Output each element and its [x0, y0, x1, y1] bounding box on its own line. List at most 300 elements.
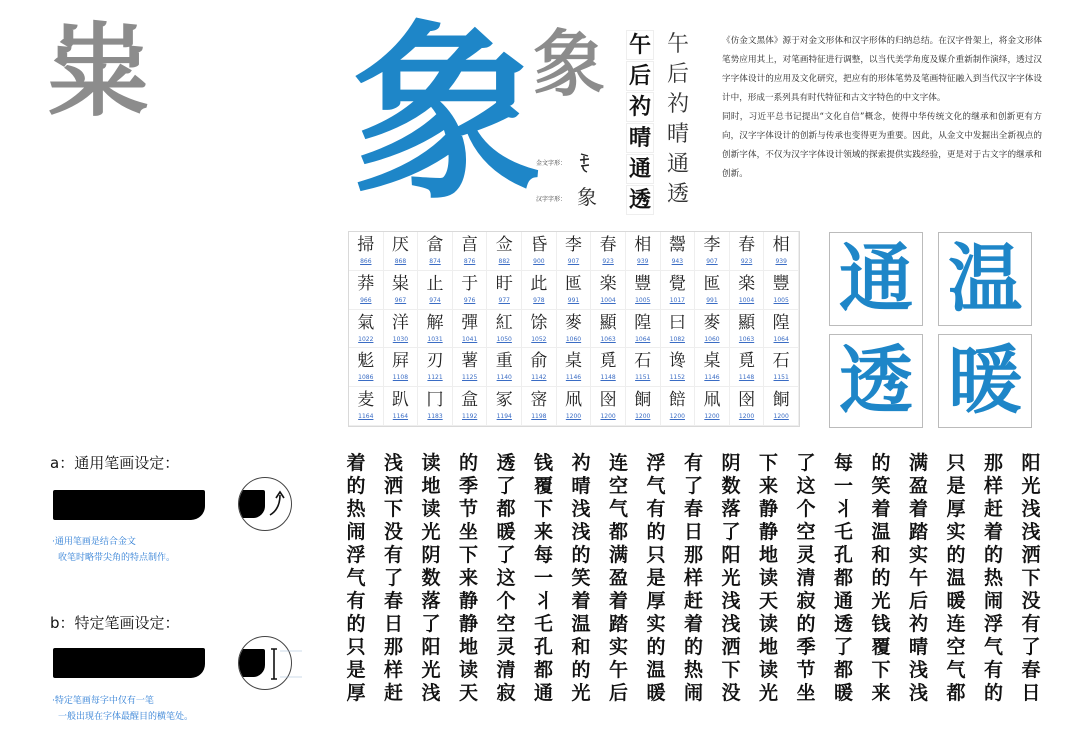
text-column	[788, 452, 824, 705]
text-column	[901, 452, 937, 705]
glyph-table-number[interactable]: 923	[740, 258, 753, 265]
glyph-table-glyph: 麦	[357, 390, 375, 411]
text-char: 着	[908, 498, 928, 520]
text-char: 暖	[833, 682, 853, 704]
glyph-table-cell	[522, 310, 557, 349]
text-char: 静	[758, 521, 778, 543]
glyph-table-cell	[349, 232, 384, 271]
text-char: 浮	[983, 613, 1003, 635]
glyph-table-number[interactable]: 1050	[496, 335, 512, 343]
glyph-table-number[interactable]: 1198	[531, 413, 547, 421]
text-char: 孔	[533, 636, 553, 658]
glyph-table-number[interactable]: 1063	[600, 335, 616, 343]
glyph-table-cell	[730, 232, 765, 271]
glyph-table-cell	[591, 271, 626, 310]
text-char: 实	[608, 636, 628, 658]
text-char: 只	[346, 636, 366, 658]
glyph-table-glyph: 佥	[495, 235, 513, 255]
glyph-table-glyph: 重	[495, 351, 513, 372]
text-char: 来	[458, 567, 478, 589]
glyph-table-cell	[695, 271, 730, 310]
light-char: 后	[666, 62, 689, 87]
glyph-table-glyph: 豐	[772, 273, 790, 294]
text-char: 是	[946, 475, 966, 497]
text-char: 光	[571, 682, 591, 704]
glyph-table-number[interactable]: 1082	[669, 335, 685, 343]
glyph-table-glyph: 冂	[426, 390, 444, 411]
glyph-table-number[interactable]: 1142	[531, 374, 547, 382]
glyph-table-number[interactable]: 1148	[600, 374, 616, 382]
glyph-table-number[interactable]: 882	[498, 258, 510, 265]
text-char: 那	[383, 636, 403, 658]
text-char: 光	[421, 659, 441, 681]
text-char: 寂	[796, 590, 816, 612]
glyph-table-cell	[557, 348, 592, 387]
text-char: 空	[946, 636, 966, 658]
glyph-table-number[interactable]: 1004	[600, 296, 616, 304]
text-char: 了	[421, 613, 441, 635]
text-char: 和	[871, 544, 891, 566]
stroke-b-note: ·特定笔画每字中仅有一笔	[52, 696, 154, 706]
text-char: 透	[496, 452, 516, 474]
text-char: 都	[946, 682, 966, 704]
glyph-table-glyph: 谗	[668, 351, 686, 372]
glyph-table-glyph: 宻	[530, 390, 548, 411]
stroke-a-sample	[53, 490, 205, 520]
bold-char: 后	[626, 61, 654, 91]
text-char: 下	[1021, 567, 1041, 589]
glyph-table-glyph: 薯	[461, 351, 479, 372]
text-char: 笑	[571, 567, 591, 589]
glyph-table-cell	[591, 232, 626, 271]
text-char: 通	[833, 590, 853, 612]
text-char: 了	[683, 475, 703, 497]
text-column	[413, 452, 449, 705]
glyph-table-number[interactable]: 1121	[427, 374, 443, 382]
glyph-table-cell	[557, 387, 592, 426]
glyph-table-number[interactable]: 1022	[358, 335, 374, 343]
glyph-table-number[interactable]: 1060	[565, 335, 582, 343]
text-char: 实	[908, 544, 928, 566]
text-char: 的	[646, 521, 666, 543]
text-char: 阴	[721, 452, 741, 474]
glyph-table-glyph: 囹	[599, 390, 617, 411]
stroke-a-note: ·通用笔画是结合金文	[52, 537, 136, 547]
glyph-table-cell	[418, 387, 453, 426]
text-char: 是	[346, 659, 366, 681]
glyph-table-number[interactable]: 1200	[565, 413, 582, 421]
glyph-table-glyph: 餇	[634, 390, 652, 411]
text-char: 气	[608, 498, 628, 520]
glyph-table-number[interactable]: 1125	[462, 374, 478, 382]
text-char: 有	[346, 590, 366, 612]
text-char: 灵	[796, 544, 816, 566]
text-char: 闹	[683, 682, 703, 704]
glyph-table-glyph: 匜	[703, 273, 721, 294]
text-column	[751, 452, 787, 705]
glyph-table-cell	[522, 387, 557, 426]
glyph-table-number[interactable]: 1146	[565, 374, 582, 382]
glyph-table-number[interactable]: 1152	[669, 374, 685, 382]
glyph-table-number[interactable]: 991	[706, 296, 718, 304]
text-char: 着	[983, 521, 1003, 543]
glyph-table-number[interactable]: 1200	[635, 413, 651, 421]
text-char: 一	[833, 475, 853, 497]
glyph-table-number[interactable]: 939	[775, 258, 787, 265]
glyph-table-number[interactable]: 1004	[738, 296, 755, 304]
text-column	[526, 452, 562, 705]
text-char: 阴	[421, 544, 441, 566]
glyph-table-glyph: 李	[564, 235, 582, 255]
glyph-table-number[interactable]: 868	[394, 258, 407, 265]
glyph-table-cell	[730, 387, 765, 426]
text-char: 洒	[721, 636, 741, 658]
glyph-table-number[interactable]: 907	[567, 258, 580, 265]
text-column	[826, 452, 862, 705]
logo-glyph: 粜	[48, 13, 148, 130]
text-char: 温	[571, 613, 591, 635]
text-char: 连	[946, 613, 966, 635]
light-char: 礿	[666, 92, 689, 117]
text-char: 寂	[496, 682, 516, 704]
text-char: 浅	[571, 498, 591, 520]
glyph-table-number[interactable]: 876	[463, 258, 476, 265]
glyph-table-glyph: 桌	[564, 351, 582, 372]
glyph-table-number[interactable]: 943	[671, 258, 684, 265]
glyph-table-number[interactable]: 978	[533, 296, 545, 304]
text-column	[563, 452, 599, 705]
glyph-table-number[interactable]: 974	[429, 296, 441, 304]
glyph-table-glyph: 楽	[599, 273, 617, 294]
glyph-table-glyph: 隍	[772, 312, 790, 333]
glyph-table-glyph: 石	[634, 351, 652, 372]
text-char: 浅	[1021, 521, 1041, 543]
glyph-table-number[interactable]: 1164	[358, 413, 374, 421]
text-char: 气	[983, 636, 1003, 658]
glyph-table-number[interactable]: 1005	[773, 296, 789, 304]
glyph-table-cell	[453, 387, 488, 426]
text-char: 了	[383, 567, 403, 589]
text-char: 有	[646, 498, 666, 520]
text-char: 的	[346, 475, 366, 497]
text-char: 有	[383, 544, 403, 566]
glyph-table-number[interactable]: 977	[498, 296, 510, 304]
text-char: 阳	[1021, 452, 1041, 474]
glyph-table-glyph: 顯	[738, 312, 756, 333]
glyph-table-cell	[487, 387, 522, 426]
text-char: 礿	[908, 613, 928, 635]
glyph-tile: 通	[829, 232, 923, 326]
glyph-table-cell	[557, 271, 592, 310]
text-char: 赶	[983, 498, 1003, 520]
glyph-table-number[interactable]: 1063	[738, 335, 755, 343]
stroke-a-note: 收笔时略带尖角的特点制作。	[58, 553, 176, 563]
measure-icon	[270, 647, 304, 681]
glyph-table-number[interactable]: 874	[429, 258, 441, 265]
text-char: 阳	[421, 636, 441, 658]
text-column	[638, 452, 674, 705]
glyph-table-cell	[453, 310, 488, 349]
text-char: 了	[721, 521, 741, 543]
glyph-table-cell	[384, 387, 419, 426]
text-char: 赶	[383, 682, 403, 704]
text-char: 温	[946, 567, 966, 589]
glyph-table-glyph: 匜	[564, 273, 582, 294]
glyph-table-glyph: 麥	[703, 312, 721, 333]
text-char: 洒	[1021, 544, 1041, 566]
text-char: 这	[796, 475, 816, 497]
text-char: 气	[646, 475, 666, 497]
glyph-table-glyph: 解	[426, 312, 444, 333]
glyph-table-number[interactable]: 1086	[358, 374, 374, 382]
text-char: 乇	[833, 521, 853, 543]
glyph-table-cell	[764, 348, 799, 387]
text-char: 都	[833, 659, 853, 681]
text-char: 日	[1021, 682, 1041, 704]
glyph-table-number[interactable]: 966	[360, 296, 372, 304]
text-char: 了	[1021, 636, 1041, 658]
bold-char: 透	[626, 185, 654, 215]
glyph-table-cell	[661, 271, 696, 310]
glyph-table-cell	[730, 310, 765, 349]
text-char: 气	[346, 567, 366, 589]
glyph-table-number[interactable]: 1017	[669, 296, 685, 304]
text-char: 厚	[946, 498, 966, 520]
glyph-table-glyph: 刃	[426, 351, 444, 372]
glyph-table-number[interactable]: 923	[602, 258, 614, 265]
text-char: 静	[458, 613, 478, 635]
glyph-table-glyph: 莽	[357, 273, 375, 294]
glyph-table-cell	[730, 271, 765, 310]
glyph-table-cell	[557, 310, 592, 349]
glyph-table-cell	[522, 271, 557, 310]
glyph-table-glyph: 氣	[357, 312, 375, 333]
text-char: 没	[383, 521, 403, 543]
glyph-table-cell	[384, 271, 419, 310]
glyph-table-number[interactable]: 1052	[531, 335, 547, 343]
text-char: 静	[458, 590, 478, 612]
text-char: 天	[458, 682, 478, 704]
glyph-table-number[interactable]: 1041	[462, 335, 478, 343]
glyph-table-cell	[349, 387, 384, 426]
text-char: 覆	[533, 475, 553, 497]
glyph-table-cell	[453, 271, 488, 310]
glyph-table-glyph: 昏	[530, 235, 548, 255]
text-char: 读	[758, 567, 778, 589]
text-char: 着	[571, 590, 591, 612]
text-char: 下	[533, 498, 553, 520]
glyph-table-glyph: 洋	[391, 312, 409, 333]
text-char: 灵	[496, 636, 516, 658]
glyph-tile: 温	[938, 232, 1032, 326]
glyph-table-glyph: 畣	[426, 235, 444, 255]
light-char: 晴	[666, 122, 689, 147]
text-char: 空	[496, 613, 516, 635]
text-char: 落	[721, 498, 741, 520]
glyph-table-number[interactable]: 1200	[773, 413, 789, 421]
text-char: 来	[871, 682, 891, 704]
glyph-table-cell	[591, 310, 626, 349]
glyph-table-cell	[349, 348, 384, 387]
text-char: 浅	[383, 452, 403, 474]
glyph-table-cell	[764, 387, 799, 426]
glyph-table-number[interactable]: 1164	[392, 413, 409, 421]
text-char: 通	[533, 682, 553, 704]
text-char: 下	[871, 659, 891, 681]
text-char: 后	[608, 682, 628, 704]
glyph-table-cell	[384, 310, 419, 349]
bold-char: 礿	[626, 92, 654, 122]
glyph-table-number[interactable]: 907	[706, 258, 718, 265]
glyph-table-cell	[661, 310, 696, 349]
glyph-table-glyph: 春	[599, 235, 617, 255]
text-char: 丬	[533, 590, 553, 612]
text-char: 浅	[908, 659, 928, 681]
text-char: 下	[383, 498, 403, 520]
text-char: 浅	[908, 682, 928, 704]
glyph-table-number[interactable]: 1200	[704, 413, 720, 421]
glyph-table-glyph: 俞	[530, 351, 548, 372]
glyph-table-glyph: 桌	[703, 351, 721, 372]
text-char: 阳	[721, 544, 741, 566]
glyph-table-number[interactable]: 1031	[427, 335, 443, 343]
light-char: 通	[666, 152, 689, 177]
text-char: 浮	[346, 544, 366, 566]
bold-char-column	[626, 30, 654, 216]
glyph-table-glyph: 掃	[357, 235, 375, 255]
text-char: 光	[1021, 475, 1041, 497]
glyph-table-cell	[418, 271, 453, 310]
text-char: 那	[683, 544, 703, 566]
text-char: 的	[683, 636, 703, 658]
glyph-table-glyph: 趴	[391, 390, 409, 411]
text-char: 那	[983, 452, 1003, 474]
text-char: 丬	[833, 498, 853, 520]
glyph-table-number[interactable]: 1192	[462, 413, 478, 421]
text-char: 赶	[683, 590, 703, 612]
text-char: 浅	[571, 521, 591, 543]
glyph-table-number[interactable]: 1064	[635, 335, 651, 343]
text-char: 的	[983, 544, 1003, 566]
text-char: 浅	[421, 682, 441, 704]
glyph-table-number[interactable]: 1200	[600, 413, 616, 421]
glyph-table-number[interactable]: 1140	[496, 374, 512, 382]
glyph-table-glyph: 紅	[495, 312, 513, 333]
text-char: 踏	[608, 613, 628, 635]
text-char: 热	[683, 659, 703, 681]
bronze-form-label: 金文字形：	[536, 160, 567, 167]
text-char: 光	[721, 567, 741, 589]
text-char: 闹	[983, 590, 1003, 612]
text-char: 闹	[346, 521, 366, 543]
glyph-table-cell	[764, 232, 799, 271]
glyph-table-number[interactable]: 866	[360, 258, 372, 265]
glyph-table-glyph: 厌	[391, 235, 409, 255]
glyph-table-glyph: 覺	[668, 273, 686, 294]
text-char: 清	[796, 567, 816, 589]
text-char: 着	[346, 452, 366, 474]
text-char: 来	[758, 475, 778, 497]
glyph-table-number[interactable]: 1151	[635, 374, 651, 382]
glyph-table-number[interactable]: 1148	[738, 374, 755, 382]
text-char: 满	[608, 544, 628, 566]
glyph-tile: 暖	[938, 334, 1032, 428]
text-char: 空	[796, 521, 816, 543]
glyph-table-number[interactable]: 1108	[392, 374, 409, 382]
glyph-table-number[interactable]: 1060	[704, 335, 720, 343]
bronze-glyph-icon	[578, 152, 592, 174]
text-char: 了	[496, 475, 516, 497]
text-char: 地	[421, 475, 441, 497]
glyph-table-number[interactable]: 1200	[738, 413, 755, 421]
text-char: 都	[533, 659, 553, 681]
glyph-table-number[interactable]: 1064	[773, 335, 789, 343]
glyph-table-number[interactable]: 939	[637, 258, 649, 265]
glyph-table-number[interactable]: 1146	[704, 374, 720, 382]
glyph-table-number[interactable]: 1151	[773, 374, 789, 382]
glyph-table-number[interactable]: 1030	[392, 335, 409, 343]
glyph-table-number[interactable]: 1183	[427, 413, 443, 421]
glyph-table-cell	[522, 232, 557, 271]
glyph-table-number[interactable]: 900	[533, 258, 545, 265]
glyph-table-glyph: 餢	[668, 390, 686, 411]
text-column	[338, 452, 374, 705]
glyph-table-cell	[626, 348, 661, 387]
bold-char: 晴	[626, 123, 654, 153]
text-char: 的	[946, 544, 966, 566]
glyph-table-glyph: 覓	[738, 351, 756, 372]
glyph-table-glyph: 麥	[564, 312, 582, 333]
glyph-table-cell	[764, 271, 799, 310]
text-char: 浅	[721, 613, 741, 635]
stroke-b-sample	[53, 648, 205, 678]
glyph-table-glyph: 餇	[772, 390, 790, 411]
text-char: 满	[908, 452, 928, 474]
text-char: 有	[1021, 613, 1041, 635]
glyph-table-number[interactable]: 1194	[496, 413, 512, 421]
text-char: 的	[458, 452, 478, 474]
text-column	[488, 452, 524, 705]
bold-char: 午	[626, 30, 654, 60]
text-char: 着	[608, 590, 628, 612]
glyph-table-glyph: 屛	[391, 351, 409, 372]
text-char: 都	[833, 567, 853, 589]
glyph-table-cell	[418, 310, 453, 349]
text-char: 春	[683, 498, 703, 520]
text-char: 暖	[496, 521, 516, 543]
glyph-table-cell	[626, 310, 661, 349]
glyph-table-number[interactable]: 1200	[669, 413, 685, 421]
text-column	[376, 452, 412, 705]
text-char: 的	[646, 636, 666, 658]
glyph-table-glyph: 覓	[599, 351, 617, 372]
glyph-table-number[interactable]: 1005	[635, 296, 651, 304]
light-char: 透	[666, 182, 689, 207]
text-column	[676, 452, 712, 705]
glyph-table-cell	[591, 348, 626, 387]
text-char: 个	[496, 590, 516, 612]
glyph-table-number[interactable]: 967	[394, 296, 407, 304]
text-char: 连	[608, 452, 628, 474]
glyph-table-glyph: 冢	[495, 390, 513, 411]
text-column	[976, 452, 1012, 705]
glyph-table-number[interactable]: 976	[463, 296, 476, 304]
text-char: 的	[871, 567, 891, 589]
glyph-table-cell	[487, 310, 522, 349]
text-char: 静	[758, 498, 778, 520]
glyph-table-cell	[487, 271, 522, 310]
glyph-table-number[interactable]: 991	[567, 296, 580, 304]
